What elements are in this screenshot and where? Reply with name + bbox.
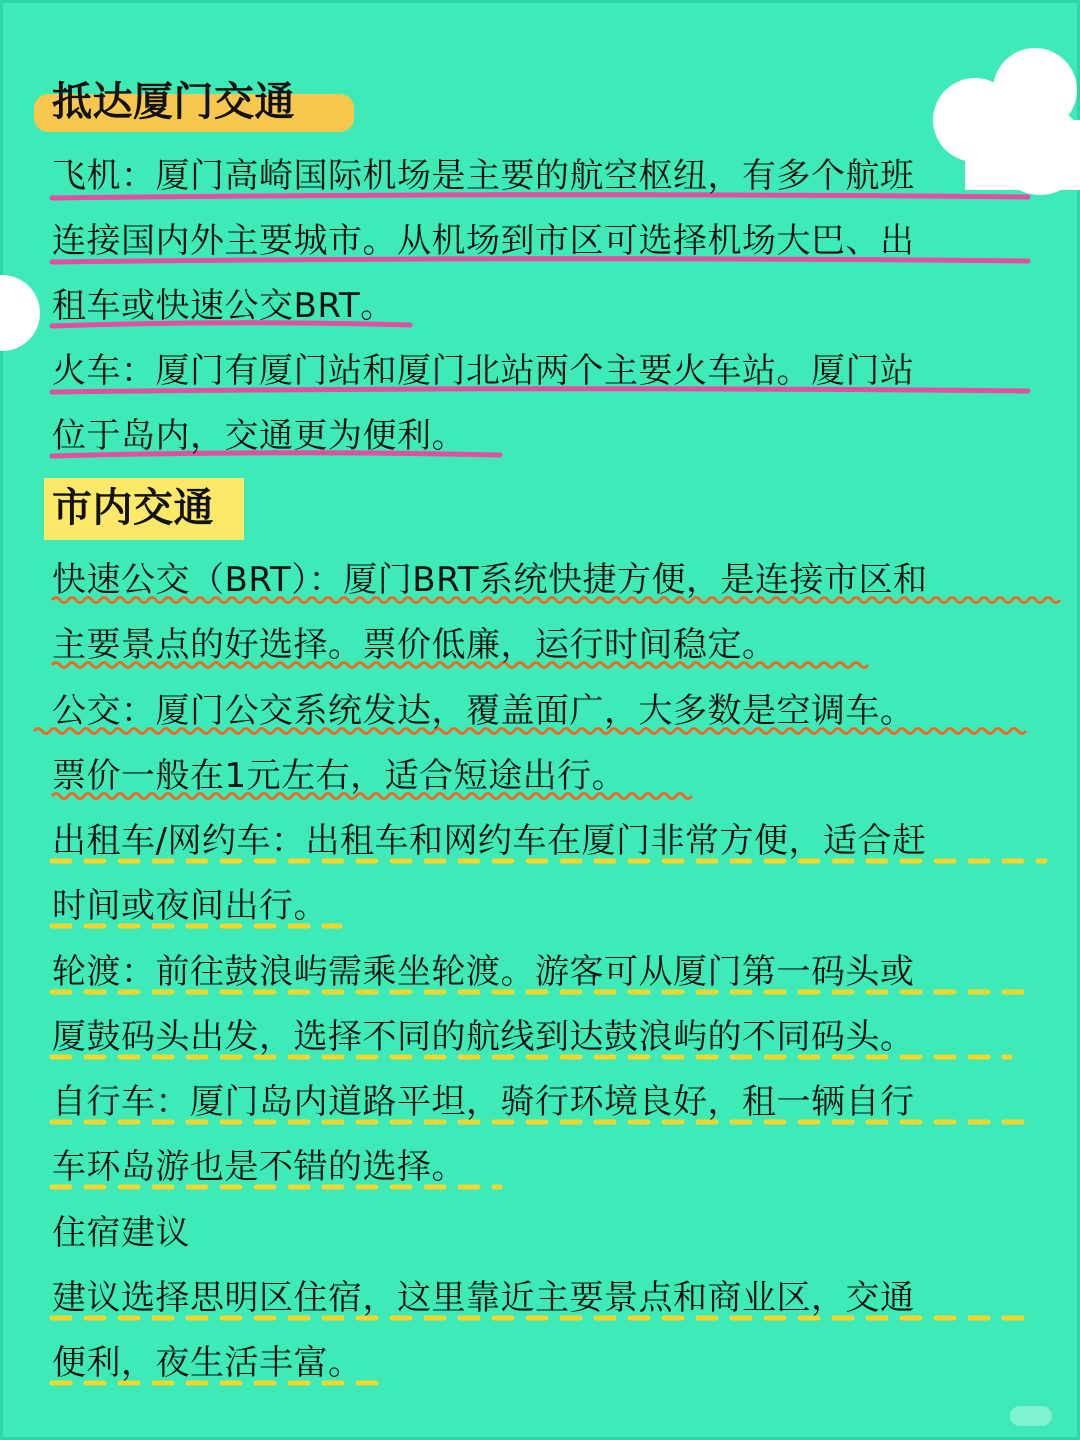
text-line: 轮渡：前往鼓浪屿需乘坐轮渡。游客可从厦门第一码头或 [52, 952, 915, 992]
cloud-decoration-top-right [905, 40, 1080, 210]
text-line: 主要景点的好选择。票价低廉，运行时间稳定。 [52, 625, 777, 665]
text-line: 租车或快速公交BRT。 [52, 286, 395, 326]
text-line: 出租车/网约车：出租车和网约车在厦门非常方便，适合赶 [52, 821, 927, 861]
text-line: 便利，夜生活丰富。 [52, 1343, 363, 1383]
text-line: 自行车：厦门岛内道路平坦，骑行环境良好，租一辆自行 [52, 1082, 915, 1122]
section-heading-arrive: 抵达厦门交通 [52, 79, 295, 125]
text-line: 车环岛游也是不错的选择。 [52, 1147, 466, 1187]
text-line: 快速公交（BRT）：厦门BRT系统快捷方便，是连接市区和 [52, 560, 928, 600]
text-line: 火车：厦门有厦门站和厦门北站两个主要火车站。厦门站 [52, 351, 915, 391]
text-line: 飞机：厦门高崎国际机场是主要的航空枢纽，有多个航班 [52, 156, 915, 196]
text-line: 位于岛内，交通更为便利。 [52, 416, 466, 456]
text-line: 票价一般在1元左右，适合短途出行。 [52, 756, 627, 796]
section-heading-city: 市内交通 [52, 485, 214, 531]
section-heading-stay: 住宿建议 [52, 1213, 190, 1253]
text-line: 时间或夜间出行。 [52, 886, 328, 926]
cloud-decoration-left [0, 268, 40, 358]
text-line: 连接国内外主要城市。从机场到市区可选择机场大巴、出 [52, 221, 915, 261]
text-line: 公交：厦门公交系统发达，覆盖面广，大多数是空调车。 [52, 691, 915, 731]
text-line: 厦鼓码头出发，选择不同的航线到达鼓浪屿的不同码头。 [52, 1017, 915, 1057]
text-line: 建议选择思明区住宿，这里靠近主要景点和商业区，交通 [52, 1278, 915, 1318]
watermark-badge [1010, 1406, 1052, 1426]
